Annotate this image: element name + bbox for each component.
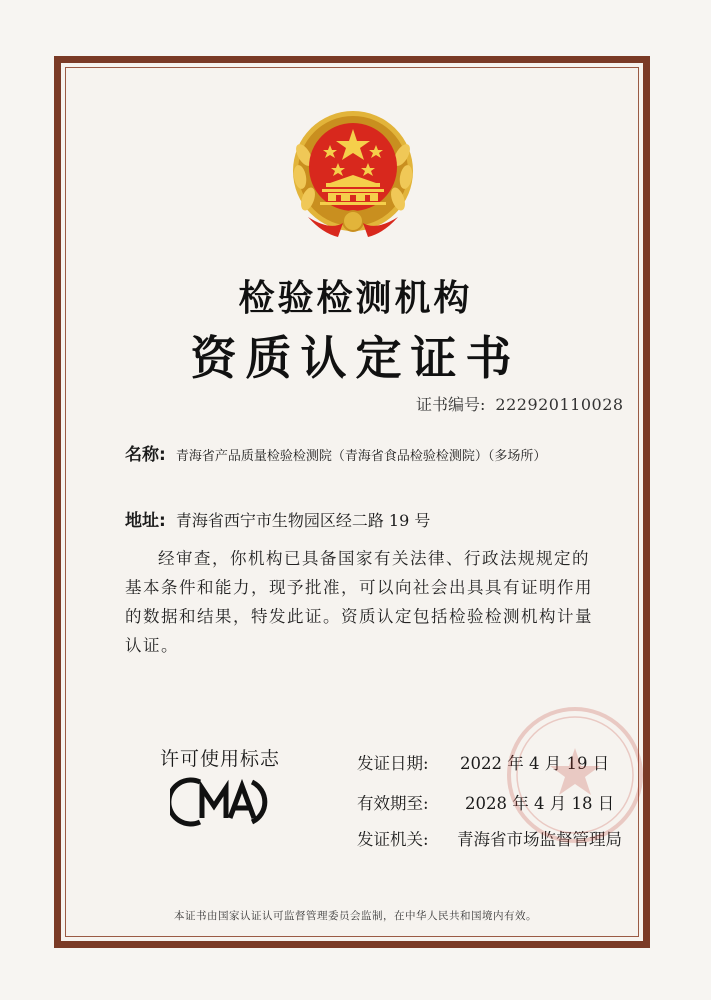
cma-logo-icon <box>170 774 274 830</box>
certificate-body-text: 经审查，你机构已具备国家有关法律、行政法规规定的基本条件和能力，现予批准，可以向社会出具具有证明作用的数据和结果，特发此证。资质认定包括检验检测机构计量认证。 <box>125 549 593 655</box>
certificate-footer-note: 本证书由国家认证认可监督管理委员会监制，在中华人民共和国境内有效。 <box>174 910 537 922</box>
certificate-title-line1: 检验检测机构 <box>238 278 473 319</box>
institution-name-label: 名称: <box>125 445 166 465</box>
certificate-number-value: 222920110028 <box>495 395 624 414</box>
address-value: 青海省西宁市生物园区经二路 19 号 <box>175 511 431 530</box>
valid-until-label: 有效期至: <box>357 794 429 813</box>
official-seal-stamp <box>500 700 650 850</box>
license-mark-label: 许可使用标志 <box>160 748 281 770</box>
institution-name-row <box>125 440 546 465</box>
national-emblem-icon <box>286 105 420 245</box>
address-label: 地址: <box>125 511 166 531</box>
certificate-title-line2: 资质认定证书 <box>190 331 521 385</box>
issue-date-label: 发证日期: <box>357 754 429 773</box>
valid-until-value: 2028 年 4 月 18 日 <box>465 794 615 813</box>
address-row <box>125 506 430 531</box>
issuer-value: 青海省市场监督管理局 <box>457 830 622 849</box>
issuer-label: 发证机关: <box>357 830 429 849</box>
issue-date-value: 2022 年 4 月 19 日 <box>460 754 610 773</box>
institution-name-value: 青海省产品质量检验检测院（青海省食品检验检测院）（多场所） <box>175 449 547 464</box>
certificate-number-label: 证书编号: <box>416 395 486 414</box>
certificate-number <box>416 392 624 415</box>
